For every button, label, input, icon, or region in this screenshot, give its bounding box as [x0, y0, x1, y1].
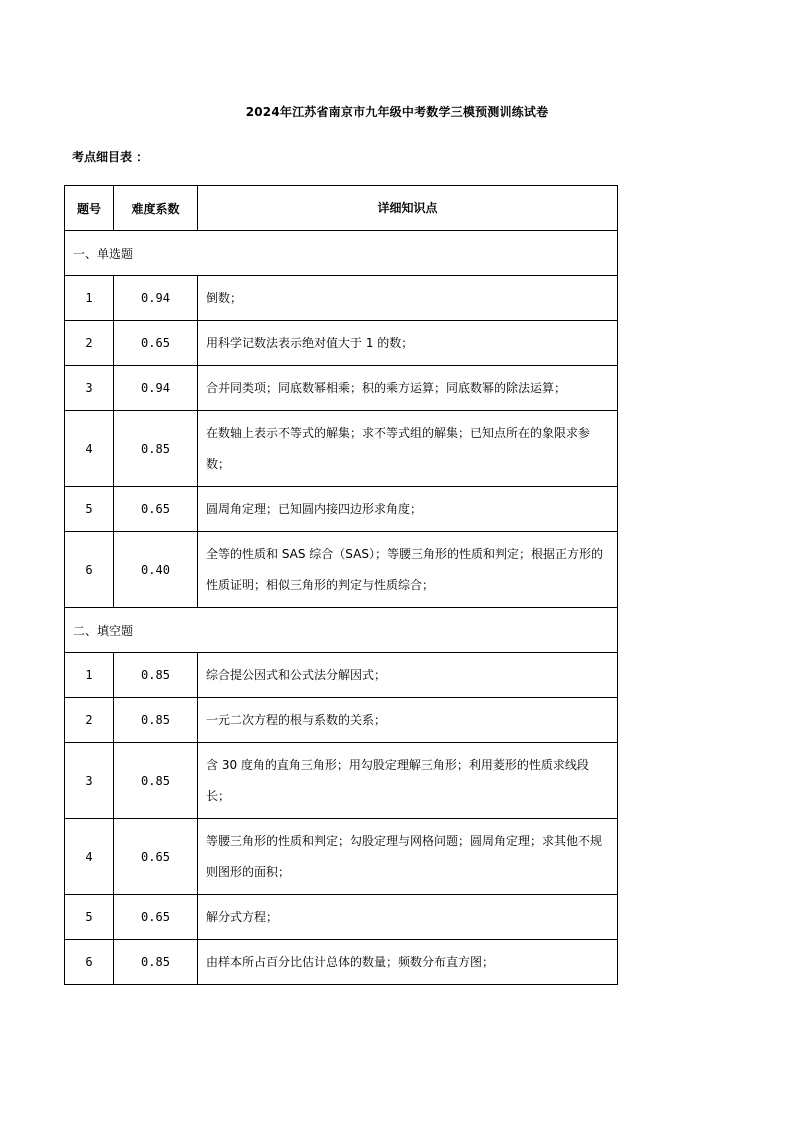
table-row [65, 366, 618, 411]
question-number: 6 [65, 532, 114, 608]
question-number: 5 [65, 895, 114, 940]
knowledge-points: 在数轴上表示不等式的解集；求不等式组的解集；已知点所在的象限求参数； [198, 411, 618, 487]
section-row [65, 608, 618, 653]
table-row [65, 487, 618, 532]
difficulty-value: 0.94 [114, 276, 198, 321]
section-title: 二、填空题 [65, 608, 618, 653]
difficulty-value: 0.65 [114, 487, 198, 532]
knowledge-points: 等腰三角形的性质和判定；勾股定理与网格问题；圆周角定理；求其他不规则图形的面积； [198, 819, 618, 895]
table-row [65, 532, 618, 608]
section-row [65, 231, 618, 276]
table-row [65, 940, 618, 985]
question-number: 2 [65, 321, 114, 366]
header-number: 题号 [65, 186, 114, 231]
header-difficulty: 难度系数 [114, 186, 198, 231]
table-row [65, 895, 618, 940]
table-row [65, 698, 618, 743]
knowledge-points: 合并同类项；同底数幂相乘；积的乘方运算；同底数幂的除法运算； [198, 366, 618, 411]
difficulty-value: 0.65 [114, 321, 198, 366]
knowledge-points: 一元二次方程的根与系数的关系； [198, 698, 618, 743]
difficulty-value: 0.65 [114, 895, 198, 940]
knowledge-points: 由样本所占百分比估计总体的数量；频数分布直方图； [198, 940, 618, 985]
knowledge-points: 用科学记数法表示绝对值大于 1 的数； [198, 321, 618, 366]
section-title: 一、单选题 [65, 231, 618, 276]
table-row [65, 276, 618, 321]
knowledge-points: 综合提公因式和公式法分解因式； [198, 653, 618, 698]
question-number: 1 [65, 653, 114, 698]
table-header-row [65, 186, 618, 231]
difficulty-value: 0.94 [114, 366, 198, 411]
table-row [65, 653, 618, 698]
question-number: 6 [65, 940, 114, 985]
difficulty-value: 0.40 [114, 532, 198, 608]
question-number: 1 [65, 276, 114, 321]
knowledge-points: 全等的性质和 SAS 综合（SAS）；等腰三角形的性质和判定；根据正方形的性质证明；相似三角形的判定与性质综合； [198, 532, 618, 608]
question-number: 3 [65, 743, 114, 819]
question-number: 4 [65, 411, 114, 487]
difficulty-value: 0.85 [114, 743, 198, 819]
table-row [65, 321, 618, 366]
question-number: 4 [65, 819, 114, 895]
knowledge-points: 解分式方程； [198, 895, 618, 940]
difficulty-value: 0.65 [114, 819, 198, 895]
page-title: 2024年江苏省南京市九年级中考数学三模预测训练试卷 [245, 105, 549, 119]
table-row [65, 819, 618, 895]
question-number: 5 [65, 487, 114, 532]
difficulty-value: 0.85 [114, 653, 198, 698]
knowledge-points: 倒数； [198, 276, 618, 321]
knowledge-table [64, 185, 618, 985]
difficulty-value: 0.85 [114, 411, 198, 487]
difficulty-value: 0.85 [114, 940, 198, 985]
table-row [65, 411, 618, 487]
question-number: 3 [65, 366, 114, 411]
question-number: 2 [65, 698, 114, 743]
table-caption: 考点细目表 ： [72, 150, 149, 164]
header-knowledge-points: 详细知识点 [198, 186, 618, 231]
knowledge-points: 圆周角定理；已知圆内接四边形求角度； [198, 487, 618, 532]
table-row [65, 743, 618, 819]
difficulty-value: 0.85 [114, 698, 198, 743]
knowledge-points: 含 30 度角的直角三角形；用勾股定理解三角形；利用菱形的性质求线段长； [198, 743, 618, 819]
